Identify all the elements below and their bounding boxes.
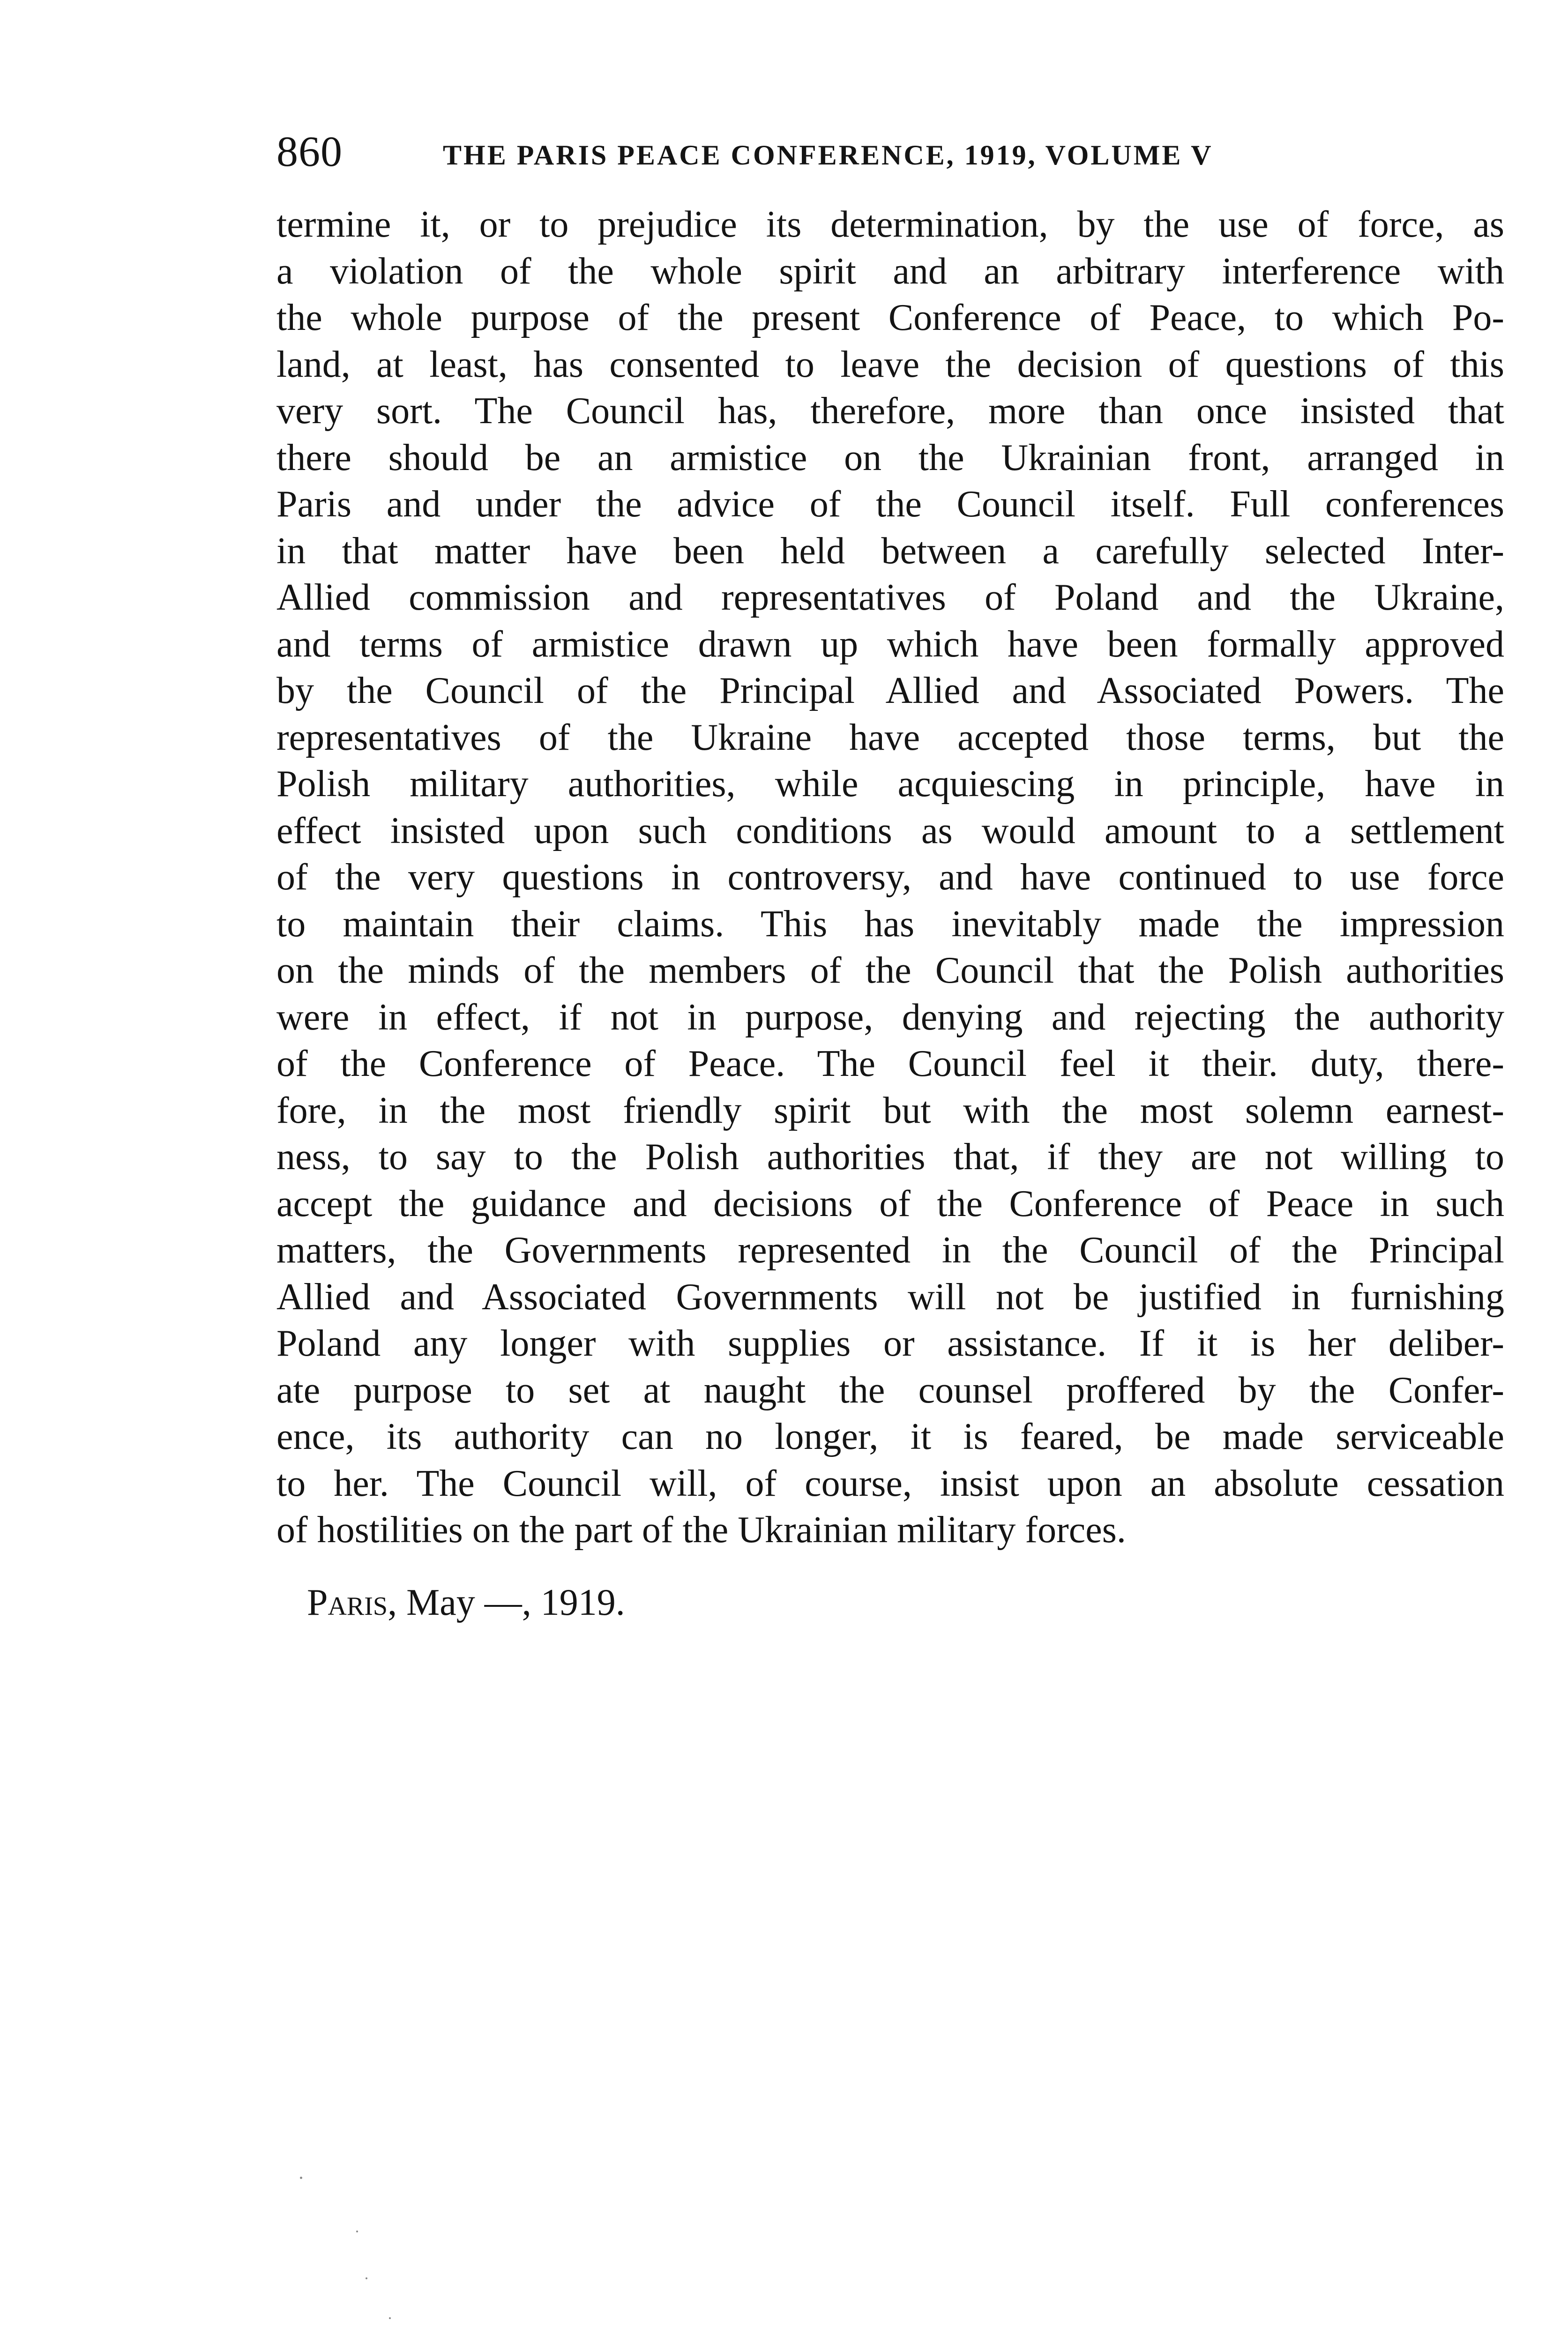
- text-line: to her. The Council will, of course, insist upon an absolute cessation: [276, 1463, 1504, 1504]
- place-date-line: [307, 1579, 625, 1626]
- text-line: of the very questions in controversy, and have continued to use force: [276, 857, 1504, 898]
- text-line: Paris and under the advice of the Council itself. Full conferences: [276, 484, 1504, 525]
- scan-speck: [300, 2177, 302, 2179]
- text-line: effect insisted upon such conditions as would amount to a settlement: [276, 810, 1504, 851]
- text-line: there should be an armistice on the Ukrainian front, arranged in: [276, 437, 1504, 478]
- scan-speck: [356, 2231, 358, 2232]
- text-line: Poland any longer with supplies or assistance. If it is her deliber-: [276, 1323, 1504, 1364]
- text-line: Allied commission and representatives of Poland and the Ukraine,: [276, 577, 1504, 618]
- text-line: ness, to say to the Polish authorities that, if they are not willing to: [276, 1136, 1504, 1178]
- place-name: Paris,: [307, 1582, 397, 1623]
- text-line: Polish military authorities, while acquiescing in principle, have in: [276, 763, 1504, 805]
- text-line: matters, the Governments represented in the Council of the Principal: [276, 1230, 1504, 1271]
- text-line: of hostilities on the part of the Ukrainian military forces.: [276, 1509, 1126, 1551]
- text-line: very sort. The Council has, therefore, more than once insisted that: [276, 390, 1504, 432]
- text-line: by the Council of the Principal Allied and Associated Powers. The: [276, 670, 1504, 711]
- text-line: representatives of the Ukraine have accepted those terms, but the: [276, 716, 1504, 758]
- text-line: land, at least, has consented to leave the decision of questions of this: [276, 343, 1504, 385]
- text-line: in that matter have been held between a carefully selected Inter-: [276, 530, 1504, 572]
- scan-speck: [389, 2317, 391, 2319]
- body-paragraph: [276, 201, 1504, 1554]
- scan-speck: [366, 2277, 367, 2279]
- text-line: Allied and Associated Governments will not be justified in furnishing: [276, 1276, 1504, 1318]
- text-line: the whole purpose of the present Conference of Peace, to which Po-: [276, 297, 1504, 338]
- date-text: May —, 1919.: [406, 1582, 625, 1623]
- text-line: accept the guidance and decisions of the Conference of Peace in such: [276, 1183, 1504, 1224]
- running-head: [276, 126, 1345, 177]
- running-title: THE PARIS PEACE CONFERENCE, 1919, VOLUME V: [443, 140, 1213, 171]
- text-line: termine it, or to prejudice its determination, by the use of force, as: [276, 204, 1504, 245]
- text-line: of the Conference of Peace. The Council feel it their. duty, there-: [276, 1043, 1504, 1084]
- page-number: 860: [276, 127, 343, 175]
- text-line: ence, its authority can no longer, it is feared, be made serviceable: [276, 1416, 1504, 1457]
- text-line: on the minds of the members of the Council that the Polish authorities: [276, 950, 1504, 991]
- text-line: were in effect, if not in purpose, denying and rejecting the authority: [276, 996, 1504, 1038]
- text-line: a violation of the whole spirit and an arbitrary interference with: [276, 250, 1504, 292]
- text-line: ate purpose to set at naught the counsel proffered by the Confer-: [276, 1369, 1504, 1411]
- text-line: fore, in the most friendly spirit but with the most solemn earnest-: [276, 1089, 1504, 1131]
- text-line: and terms of armistice drawn up which have been formally approved: [276, 623, 1504, 665]
- text-line: to maintain their claims. This has inevitably made the impression: [276, 903, 1504, 945]
